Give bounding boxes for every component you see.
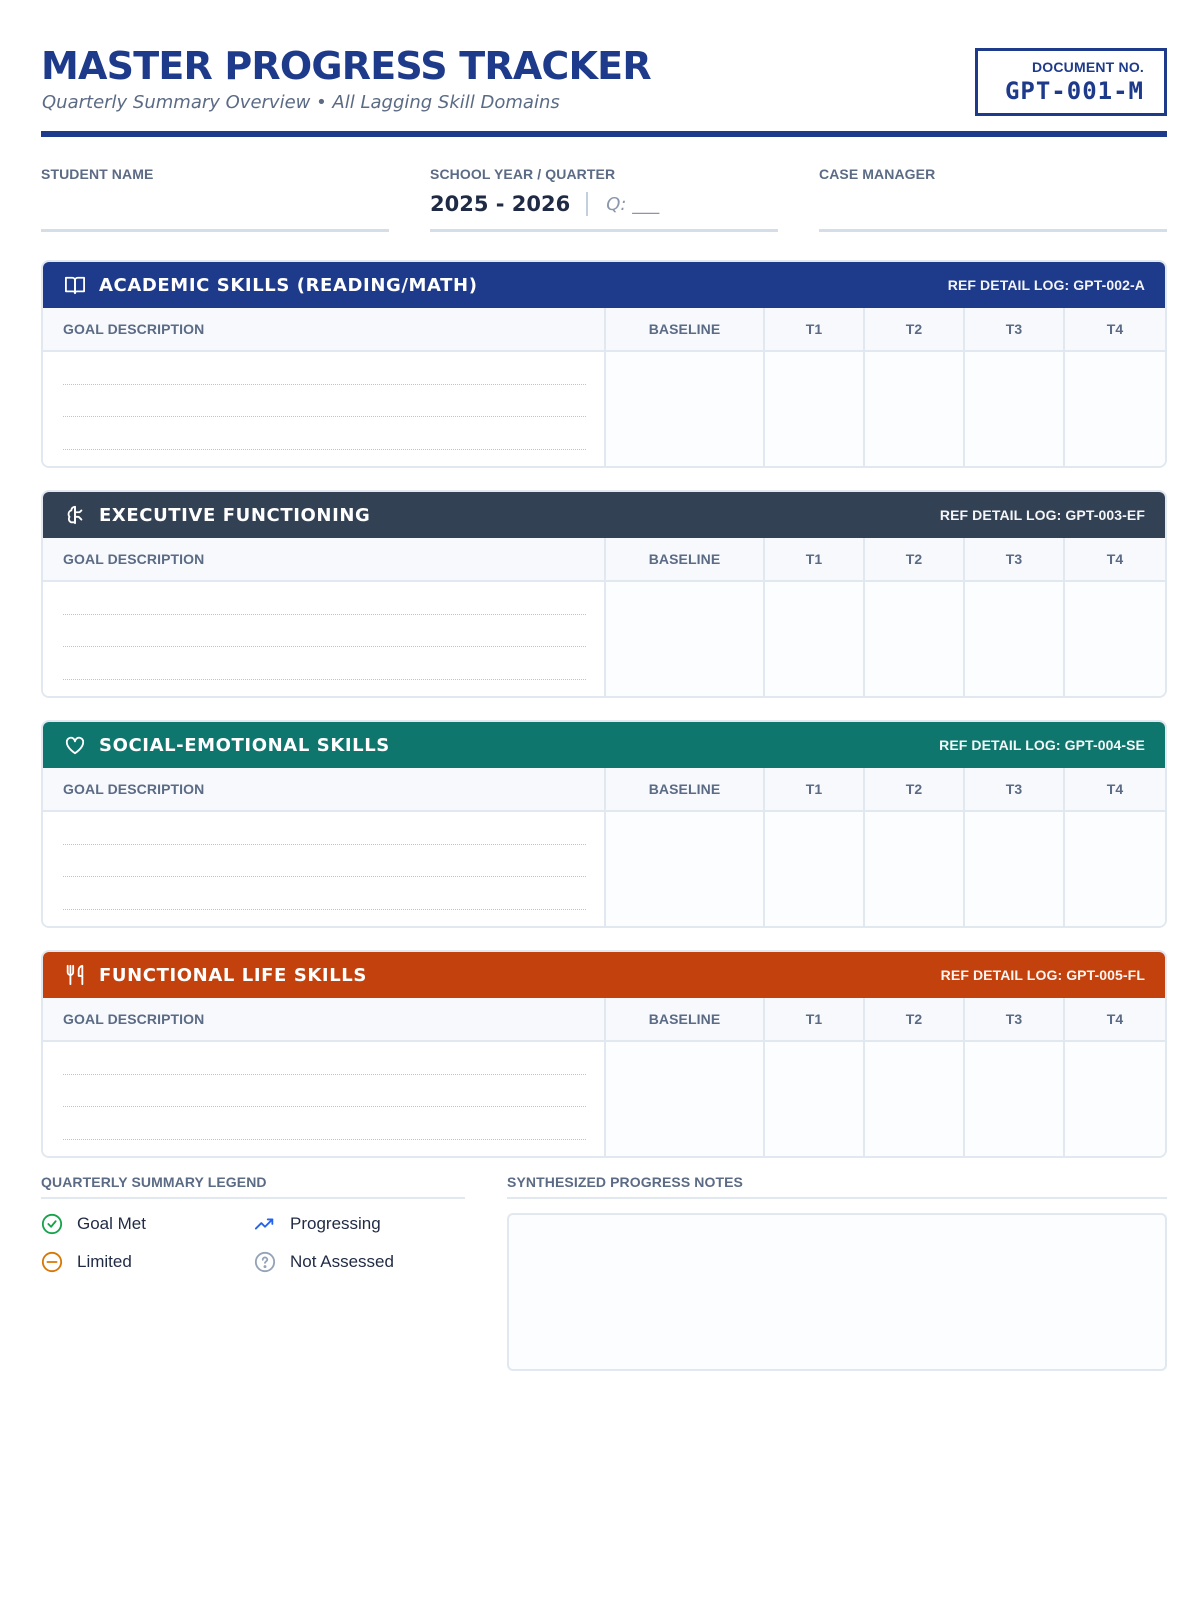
header-rule [41, 131, 1167, 137]
school-year-value: 2025 - 2026 [430, 192, 571, 216]
t2-cell[interactable] [865, 812, 965, 926]
document-number-label: DOCUMENT NO. [1031, 59, 1144, 75]
col-t3: T3 [965, 768, 1065, 812]
baseline-cell[interactable] [606, 1042, 765, 1156]
document-number: GPT-001-M [1004, 77, 1144, 105]
notes-textarea[interactable] [507, 1213, 1167, 1371]
col-t4: T4 [1065, 308, 1165, 352]
section-header [43, 952, 1165, 998]
section-academic-skills [41, 260, 1167, 468]
col-t1: T1 [765, 998, 865, 1042]
section-functional-life-skills [41, 950, 1167, 1158]
section-header [43, 492, 1165, 538]
baseline-cell[interactable] [606, 582, 765, 696]
book-icon [63, 273, 87, 297]
legend-item-label: Limited [77, 1252, 132, 1271]
case-manager-label: CASE MANAGER [819, 166, 936, 182]
school-year-field[interactable] [430, 166, 778, 232]
case-manager-field[interactable] [819, 166, 1167, 232]
notes-label: SYNTHESIZED PROGRESS NOTES [507, 1174, 1167, 1199]
t4-cell[interactable] [1065, 812, 1165, 926]
school-year-underline [430, 229, 778, 232]
t1-cell[interactable] [765, 812, 865, 926]
student-name-underline [41, 229, 389, 232]
document-number-box [975, 48, 1167, 116]
t3-cell[interactable] [965, 582, 1065, 696]
school-year-quarter-value [430, 192, 659, 216]
writing-line [63, 876, 586, 877]
goal-table [43, 768, 1165, 926]
minus-circle-icon [41, 1251, 63, 1273]
quarter-value[interactable]: Q: ___ [606, 193, 660, 215]
col-baseline: BASELINE [606, 768, 765, 812]
col-goal-description: GOAL DESCRIPTION [43, 768, 606, 812]
legend-label: QUARTERLY SUMMARY LEGEND [41, 1174, 465, 1199]
section-ref: REF DETAIL LOG: GPT-004-SE [939, 737, 1145, 753]
goal-description-cell[interactable] [43, 1042, 606, 1156]
t3-cell[interactable] [965, 352, 1065, 466]
legend-item-label: Progressing [290, 1214, 381, 1233]
baseline-cell[interactable] [606, 352, 765, 466]
writing-line [63, 646, 586, 647]
section-title: FUNCTIONAL LIFE SKILLS [99, 964, 367, 986]
col-goal-description: GOAL DESCRIPTION [43, 308, 606, 352]
col-baseline: BASELINE [606, 308, 765, 352]
heart-icon [63, 733, 87, 757]
section-title: SOCIAL-EMOTIONAL SKILLS [99, 734, 390, 756]
legend-item-label: Not Assessed [290, 1252, 394, 1271]
legend-item-goal-met [41, 1213, 146, 1235]
goal-description-cell[interactable] [43, 812, 606, 926]
year-quarter-divider [586, 192, 588, 216]
student-name-field[interactable] [41, 166, 389, 232]
col-t3: T3 [965, 998, 1065, 1042]
col-t4: T4 [1065, 998, 1165, 1042]
col-t2: T2 [865, 768, 965, 812]
legend-item-progressing [254, 1213, 381, 1235]
student-name-label: STUDENT NAME [41, 166, 154, 182]
t4-cell[interactable] [1065, 582, 1165, 696]
col-t3: T3 [965, 308, 1065, 352]
section-social-emotional-skills [41, 720, 1167, 928]
writing-line [63, 384, 586, 385]
col-baseline: BASELINE [606, 998, 765, 1042]
legend-item-label: Goal Met [77, 1214, 146, 1233]
synthesized-progress-notes [507, 1174, 1167, 1371]
col-t1: T1 [765, 538, 865, 582]
section-ref: REF DETAIL LOG: GPT-002-A [947, 277, 1145, 293]
document-header [41, 44, 1167, 138]
col-baseline: BASELINE [606, 538, 765, 582]
page-title: MASTER PROGRESS TRACKER [41, 44, 651, 88]
col-t2: T2 [865, 538, 965, 582]
section-header [43, 722, 1165, 768]
section-header [43, 262, 1165, 308]
t1-cell[interactable] [765, 582, 865, 696]
goal-description-cell[interactable] [43, 582, 606, 696]
writing-line [63, 614, 586, 615]
t4-cell[interactable] [1065, 352, 1165, 466]
writing-line [63, 1074, 586, 1075]
col-goal-description: GOAL DESCRIPTION [43, 538, 606, 582]
t1-cell[interactable] [765, 1042, 865, 1156]
check-circle-icon [41, 1213, 63, 1235]
t2-cell[interactable] [865, 1042, 965, 1156]
goal-table [43, 998, 1165, 1156]
case-manager-underline [819, 229, 1167, 232]
page-subtitle: Quarterly Summary Overview • All Lagging Skill Domains [42, 92, 560, 113]
legend-item-limited [41, 1251, 132, 1273]
section-ref: REF DETAIL LOG: GPT-005-FL [940, 967, 1145, 983]
writing-line [63, 449, 586, 450]
writing-line [63, 1139, 586, 1140]
goal-table [43, 538, 1165, 696]
col-t4: T4 [1065, 538, 1165, 582]
section-executive-functioning [41, 490, 1167, 698]
utensils-icon [63, 963, 87, 987]
section-title: EXECUTIVE FUNCTIONING [99, 504, 371, 526]
baseline-cell[interactable] [606, 812, 765, 926]
col-t2: T2 [865, 998, 965, 1042]
t2-cell[interactable] [865, 582, 965, 696]
help-circle-icon [254, 1251, 276, 1273]
section-ref: REF DETAIL LOG: GPT-003-EF [939, 507, 1145, 523]
school-year-label: SCHOOL YEAR / QUARTER [430, 166, 616, 182]
legend-item-not-assessed [254, 1251, 394, 1273]
trending-up-icon [254, 1213, 276, 1235]
col-t1: T1 [765, 308, 865, 352]
t1-cell[interactable] [765, 352, 865, 466]
section-title: ACADEMIC SKILLS (READING/MATH) [99, 274, 478, 296]
writing-line [63, 909, 586, 910]
t4-cell[interactable] [1065, 1042, 1165, 1156]
goal-table [43, 308, 1165, 466]
writing-line [63, 844, 586, 845]
brain-icon [63, 503, 87, 527]
col-goal-description: GOAL DESCRIPTION [43, 998, 606, 1042]
writing-line [63, 679, 586, 680]
t3-cell[interactable] [965, 1042, 1065, 1156]
quarterly-summary-legend [41, 1174, 465, 1293]
col-t3: T3 [965, 538, 1065, 582]
writing-line [63, 416, 586, 417]
col-t1: T1 [765, 768, 865, 812]
writing-line [63, 1106, 586, 1107]
t3-cell[interactable] [965, 812, 1065, 926]
t2-cell[interactable] [865, 352, 965, 466]
goal-description-cell[interactable] [43, 352, 606, 466]
col-t4: T4 [1065, 768, 1165, 812]
col-t2: T2 [865, 308, 965, 352]
